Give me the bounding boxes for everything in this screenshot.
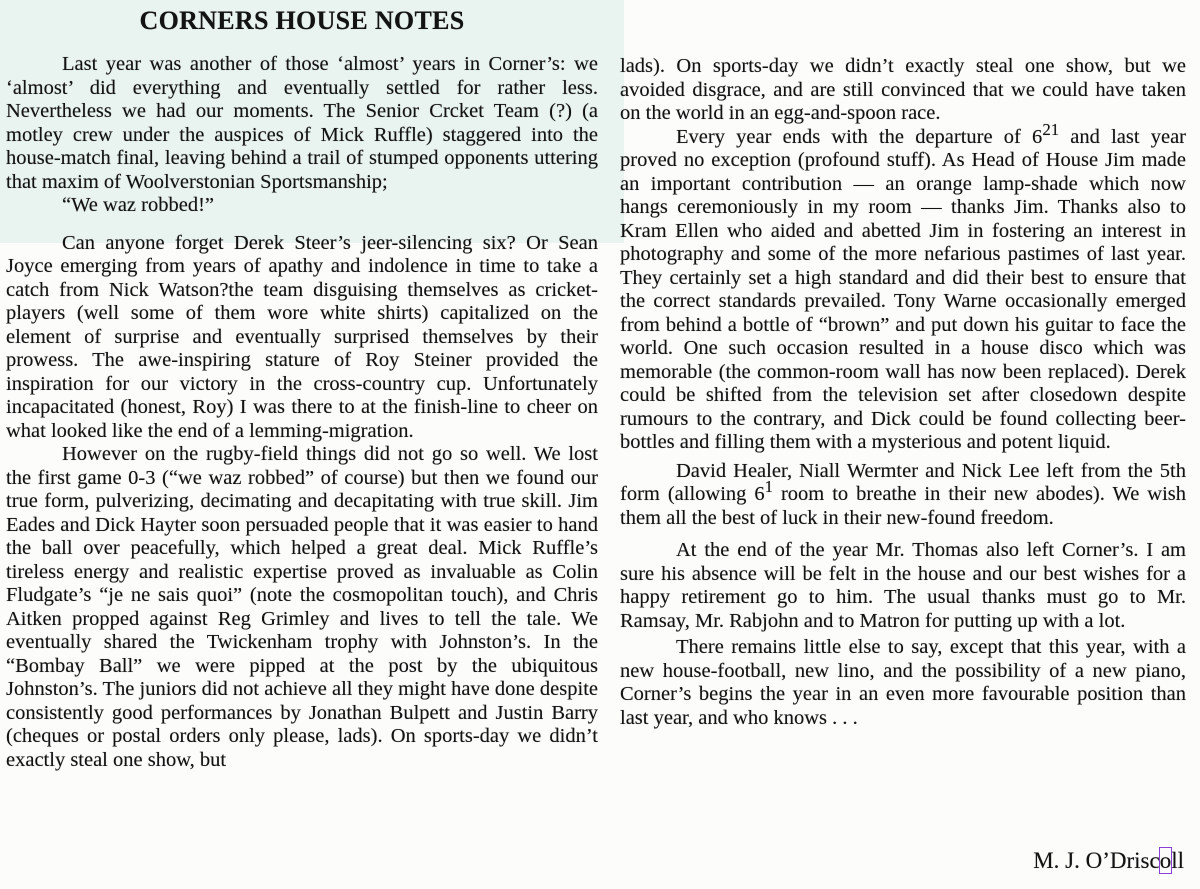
- paragraph-leavers-text-after: room to breathe in their new abodes). We wish them all the best of luck in their new-found freedom.: [620, 483, 1186, 529]
- paragraph-departures-text-after: and last year proved no exception (profound stuff). As Head of House Jim made an important contribution — an orange lamp-shade which now hangs ceremoniously in my room — thanks Jim. Thanks also to Kram Ellen who aided and abetted Jim in fostering an interest in photography and some of the more nefarious pastimes of last year. They certainly set a high standard and did their best to ensure that the correct standards prevailed. Tony Warne occasionally emerged from behind a bottle of “brown” and put down his guitar to face the world. One such occasion resulted in a house disco which was memorable (the common-room wall has now been replaced). Derek could be shifted from the television set after closedown despite rumours to the contrary, and Dick could be found collecting beer-bottles and filling them with a mysterious and potent liquid.: [620, 125, 1187, 453]
- superscript-21: 21: [1042, 119, 1060, 139]
- paragraph-thomas: At the end of the year Mr. Thomas also left Corner’s. I am sure his absence will be felt in the house and our best wishes for a happy retirement go to him. The usual thanks must go to Mr. Ramsay, Mr. Rabjohn and to Matron for putting up with a lot.: [620, 539, 1186, 632]
- quote-line: “We waz robbed!”: [62, 194, 215, 216]
- signature-text-end: ll: [1171, 848, 1184, 873]
- paragraph-departures-text: Every year ends with the departure of 6: [676, 125, 1043, 148]
- signature-text: M. J. O’Drisc: [1033, 848, 1160, 873]
- paragraph-cricket: Can anyone forget Derek Steer’s jeer-silencing six? Or Sean Joyce emerging from years of apathy and indolence in time to take a catch from Nick Watson?the team disguising themselves as cricket-players (well some of them wore white shirts) capitalized on the element of surprise and eventually surprised themselves by their prowess. The awe-inspiring stature of Roy Steiner provided the inspiration for our victory in the cross-country cup. Unfortunately incapacitated (honest, Roy) I was there to at the finish-line to cheer on what looked like the end of a lemming-migration.: [6, 231, 598, 442]
- left-column: [6, 8, 598, 772]
- superscript-1: 1: [764, 477, 774, 497]
- paragraph-sports-day-continued: lads). On sports-day we didn’t exactly steal one show, but we avoided disgrace, and are still convinced that we could have taken on the world in an egg-and-spoon race.: [620, 55, 1186, 124]
- signature-boxed-letter: o: [1159, 848, 1172, 873]
- cursor-highlight-box: [1160, 848, 1172, 873]
- paragraph-rugby: However on the rugby-field things did not go so well. We lost the first game 0-3 (“we waz robbed” of course) but then we found our true form, pulverizing, decimating and decapitating with true skill. Jim Eades and Dick Hayter soon persuaded people that it was easier to hand the ball over peacefully, which helped a great deal. Mick Ruffle’s tireless energy and realistic expertise proved as invaluable as Colin Fludgate’s “je ne sais quoi” (note the cosmopolitan touch), and Chris Aitken propped against Reg Grimley and lives to tell the tale. We eventually shared the Twickenham trophy with Johnston’s. In the “Bombay Ball” we were pipped at the post by the ubiquitous Johnston’s. The juniors did not achieve all they might have done despite consistently good performances by Jonathan Bulpett and Justin Barry (cheques or postal orders only please, lads). On sports-day we didn’t exactly steal one show, but: [6, 443, 598, 771]
- paragraph-departures: [620, 119, 1187, 455]
- paragraph-closing: There remains little else to say, except that this year, with a new house-football, new lino, and the possibility of a new piano, Corner’s begins the year in an even more favourable position than last year, and who knows . . .: [620, 636, 1186, 729]
- paragraph-leavers: [620, 460, 1186, 531]
- page-title: CORNERS HOUSE NOTES: [139, 6, 465, 35]
- paragraph-leavers-text: David Healer, Niall Wermter and Nick Lee left from the 5th form (allowing 6: [620, 459, 1186, 505]
- right-column: [620, 55, 1186, 730]
- paragraph-intro: Last year was another of those ‘almost’ years in Corner’s: we ‘almost’ did everything and eventually settled for rather less. Nevertheless we had our moments. The Senior Crcket Team (?) (a motley crew under the auspices of Mick Ruffle) staggered into the house-match final, leaving behind a trail of stumped opponents uttering that maxim of Woolverstonian Sportsmanship;: [6, 53, 598, 193]
- signature: [1033, 848, 1184, 874]
